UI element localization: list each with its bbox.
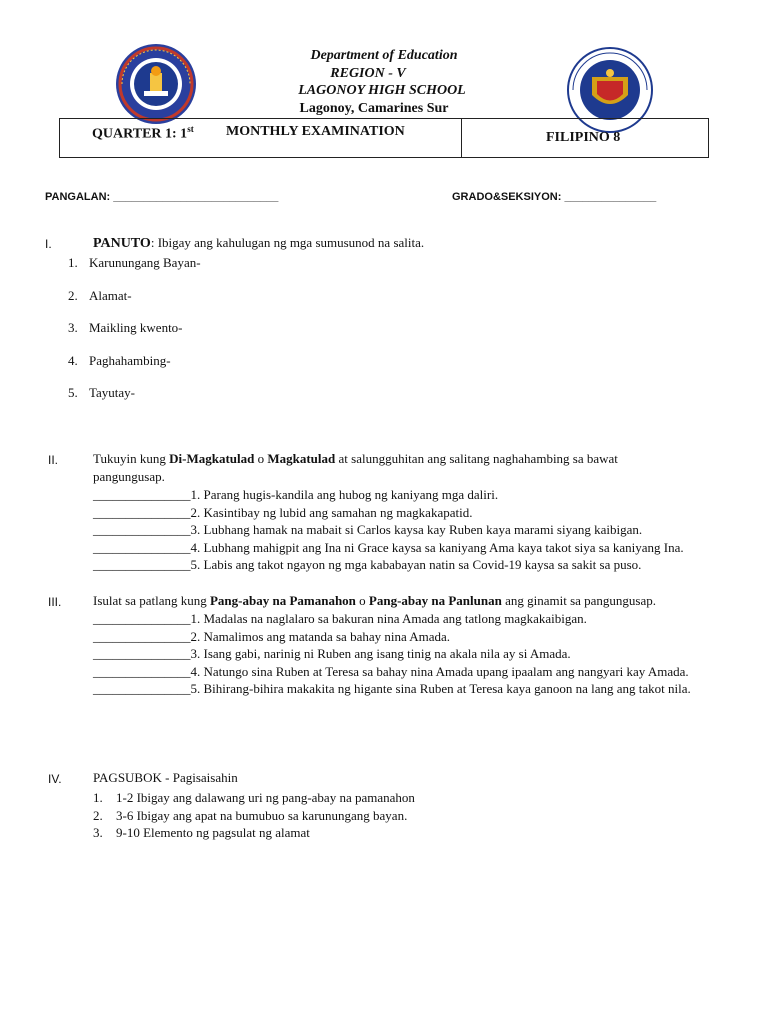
part3-item[interactable]: _______________5. Bihirang-bihira makakita ng higante sina Ruben at Teresa kaya ganoon na lang ang takot nila. bbox=[93, 681, 691, 696]
part1-item-text: Alamat- bbox=[89, 287, 132, 303]
part2-instruction: Tukuyin kung Di-Magkatulad o Magkatulad at salungguhitan ang salitang naghahambing sa bawat bbox=[93, 451, 618, 466]
part2-numeral: II. bbox=[48, 453, 59, 467]
part4-item-text: 1-2 Ibigay ang dalawang uri ng pang-abay na pamanahon bbox=[116, 790, 415, 805]
part3-item[interactable]: _______________4. Natungo sina Ruben at Teresa sa bahay nina Amada upang ipaalam ang nangyari kay Amada. bbox=[93, 663, 689, 679]
part3-instruction: Isulat sa patlang kung Pang-abay na Pamanahon o Pang-abay na Panlunan ang ginamit sa pangungusap. bbox=[93, 593, 657, 608]
part2-item[interactable]: _______________2. Kasintibay ng lubid ang samahan ng magkakapatid. bbox=[93, 504, 473, 520]
name-field[interactable]: PANGALAN: ___________________________ bbox=[45, 191, 279, 203]
header-region: REGION - V bbox=[330, 66, 406, 81]
part1-item-number: 5. bbox=[68, 385, 78, 400]
exam-title: MONTHLY EXAMINATION bbox=[226, 124, 405, 139]
part1-item-text: Paghahambing- bbox=[89, 352, 171, 368]
header-school: LAGONOY HIGH SCHOOL bbox=[298, 83, 466, 98]
grade-section-field[interactable]: GRADO&SEKSIYON: _______________ bbox=[452, 191, 657, 203]
part1-item-text: Maikling kwento- bbox=[89, 320, 183, 335]
part1-item-number: 3. bbox=[68, 320, 78, 335]
part2-item[interactable]: _______________1. Parang hugis-kandila ang hubog ng kaniyang mga daliri. bbox=[93, 487, 499, 502]
part2-item[interactable]: _______________3. Lubhang hamak na mabait si Carlos kaysa kay Ruben kaya marami siyang kaibigan. bbox=[93, 522, 643, 537]
school-seal-logo bbox=[114, 43, 198, 125]
part1-instruction: PANUTO: Ibigay ang kahulugan ng mga sumusunod na salita. bbox=[93, 235, 425, 251]
part1-item-number: 4. bbox=[68, 352, 78, 368]
part1-item-text: Karunungang Bayan- bbox=[89, 255, 201, 270]
exam-subject: FILIPINO 8 bbox=[546, 130, 621, 145]
part3-numeral: III. bbox=[48, 595, 62, 609]
part4-item-number: 1. bbox=[93, 790, 103, 805]
part3-item[interactable]: _______________1. Madalas na naglalaro sa bakuran nina Amada ang tatlong magkakaibigan. bbox=[93, 611, 587, 626]
part2-item[interactable]: _______________5. Labis ang takot ngayon ng mga kababayan natin sa Covid-19 kaysa sa sakit sa puso. bbox=[93, 557, 642, 572]
header-dept: Department of Education bbox=[310, 48, 458, 63]
part3-item[interactable]: _______________2. Namalimos ang matanda sa bahay nina Amada. bbox=[93, 628, 451, 644]
part4-item-text: 3-6 Ibigay ang apat na bumubuo sa karunungang bayan. bbox=[116, 807, 408, 823]
part4-item-number: 3. bbox=[93, 825, 103, 840]
exam-header-divider bbox=[461, 118, 462, 158]
part4-item-text: 9-10 Elemento ng pagsulat ng alamat bbox=[116, 825, 310, 840]
part1-item-text: Tayutay- bbox=[89, 385, 136, 400]
part1-item-number: 2. bbox=[68, 287, 78, 303]
part1-item-number: 1. bbox=[68, 255, 78, 270]
part2-instruction-line2: pangungusap. bbox=[93, 469, 165, 484]
part2-item[interactable]: _______________4. Lubhang mahigpit ang Ina ni Grace kaysa sa kaniyang Ama kaya takot siya sa kaniyang Ina. bbox=[93, 539, 684, 555]
header-address: Lagonoy, Camarines Sur bbox=[299, 101, 449, 116]
part4-title: PAGSUBOK - Pagisaisahin bbox=[93, 770, 238, 785]
part4-numeral: IV. bbox=[48, 772, 62, 786]
exam-quarter: QUARTER 1: 1st bbox=[92, 124, 194, 142]
part1-numeral: I. bbox=[45, 237, 52, 251]
part4-item-number: 2. bbox=[93, 807, 103, 823]
part3-item[interactable]: _______________3. Isang gabi, narinig ni Ruben ang isang tinig na akala nila ay si Amada. bbox=[93, 646, 571, 661]
